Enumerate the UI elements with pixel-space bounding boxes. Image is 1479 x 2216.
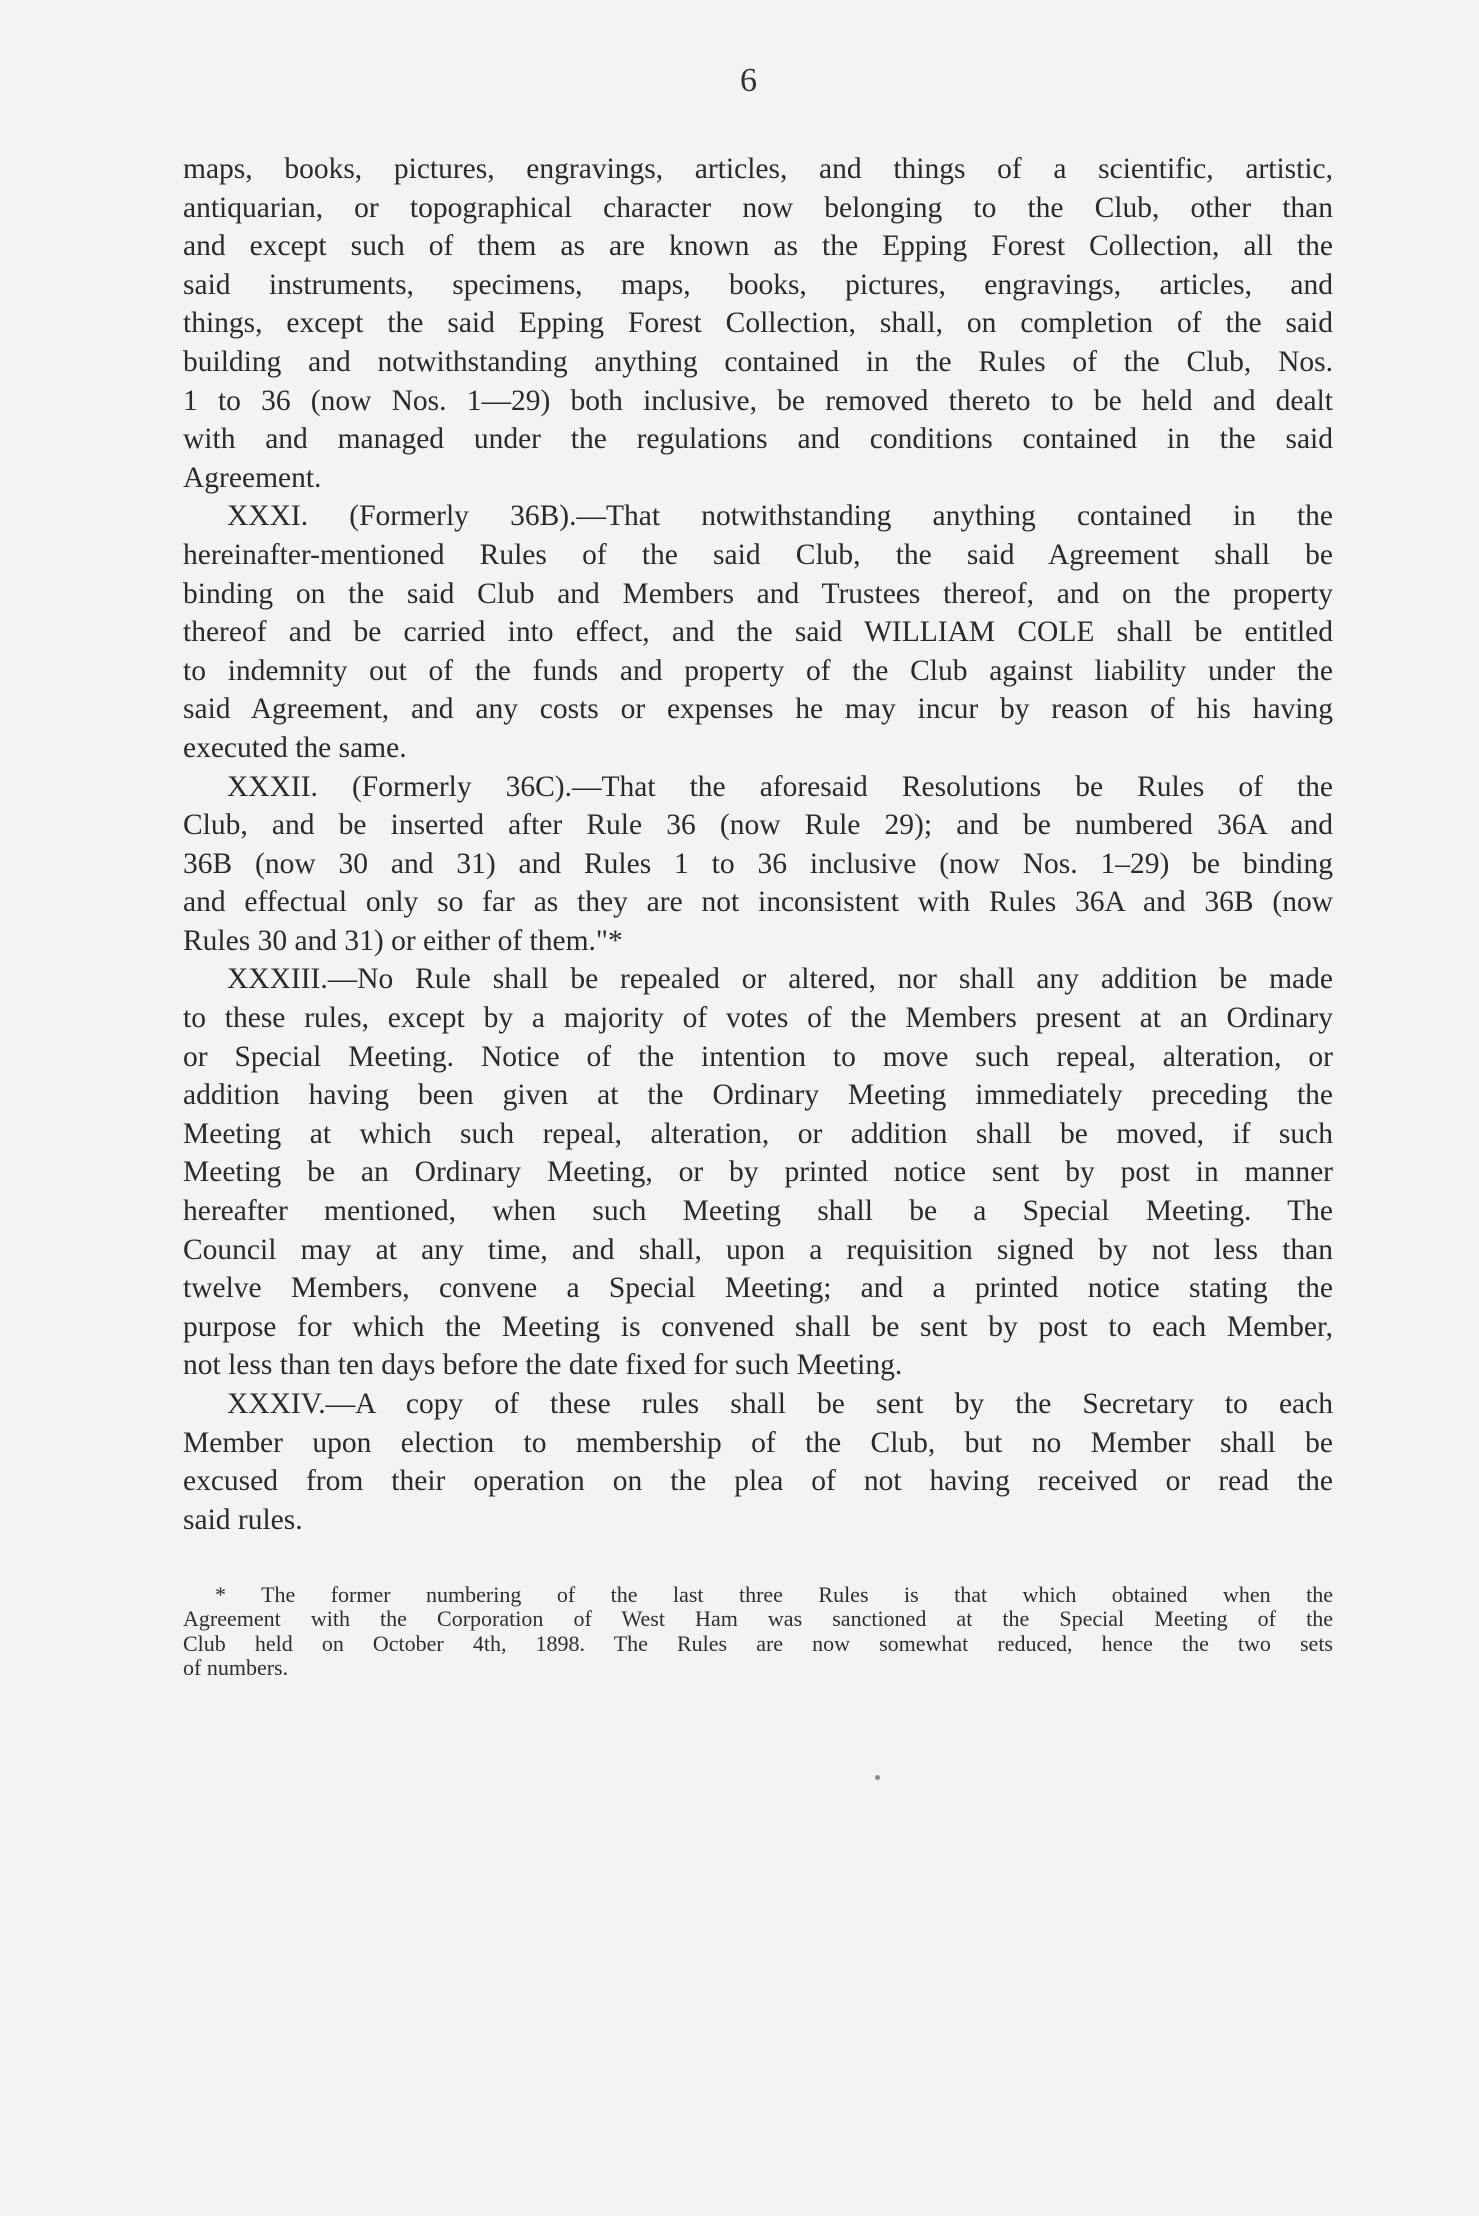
- text-line: said instruments, specimens, maps, books, pictures, engravings, articles, and: [183, 268, 1333, 301]
- ink-speck: [875, 1775, 880, 1780]
- rule-xxxiii-heading-line: XXXIII.—No Rule shall be repealed or altered, nor shall any addition be made: [227, 963, 1333, 996]
- text-line: Meeting be an Ordinary Meeting, or by printed notice sent by post in manner: [183, 1156, 1333, 1189]
- text-line: and except such of them as are known as the Epping Forest Collection, all the: [183, 230, 1333, 263]
- rule-xxxi-heading-line: XXXI. (Formerly 36B).—That notwithstanding anything contained in the: [227, 500, 1333, 533]
- text-line: or Special Meeting. Notice of the intention to move such repeal, alteration, or: [183, 1040, 1333, 1073]
- text-line: with and managed under the regulations and conditions contained in the said: [183, 423, 1333, 456]
- text-line: things, except the said Epping Forest Collection, shall, on completion of the said: [183, 307, 1333, 340]
- page-number: 6: [740, 62, 757, 99]
- text-line: building and notwithstanding anything contained in the Rules of the Club, Nos.: [183, 345, 1333, 378]
- footnote: [183, 1583, 1333, 1681]
- text-line: Rules 30 and 31) or either of them."*: [183, 924, 623, 957]
- footnote-line: * The former numbering of the last three Rules is that which obtained when the: [215, 1582, 1333, 1607]
- text-line: said rules.: [183, 1503, 303, 1536]
- text-line: addition having been given at the Ordinary Meeting immediately preceding the: [183, 1079, 1333, 1112]
- text-line: executed the same.: [183, 731, 407, 764]
- text-line: purpose for which the Meeting is convened shall be sent by post to each Member,: [183, 1310, 1333, 1343]
- text-line: Meeting at which such repeal, alteration, or addition shall be moved, if such: [183, 1117, 1333, 1150]
- text-line: Member upon election to membership of the Club, but no Member shall be: [183, 1426, 1333, 1459]
- text-line: excused from their operation on the plea of not having received or read the: [183, 1465, 1333, 1498]
- rule-xxxii-heading-line: XXXII. (Formerly 36C).—That the aforesaid Resolutions be Rules of the: [227, 770, 1333, 803]
- rules-text: [183, 150, 1333, 1539]
- text-line: twelve Members, convene a Special Meeting; and a printed notice stating the: [183, 1272, 1333, 1305]
- text-line: antiquarian, or topographical character now belonging to the Club, other than: [183, 191, 1333, 224]
- text-line: maps, books, pictures, engravings, articles, and things of a scientific, artistic,: [183, 153, 1333, 185]
- footnote-line: Agreement with the Corporation of West Ham was sanctioned at the Special Meeting of the: [183, 1606, 1333, 1632]
- text-line: said Agreement, and any costs or expenses he may incur by reason of his having: [183, 693, 1333, 726]
- text-line: binding on the said Club and Members and Trustees thereof, and on the property: [183, 577, 1333, 610]
- text-line: not less than ten days before the date fixed for such Meeting.: [183, 1349, 903, 1382]
- footnote-line: of numbers.: [183, 1655, 289, 1681]
- text-line: hereinafter-mentioned Rules of the said Club, the said Agreement shall be: [183, 538, 1333, 571]
- text-line: to these rules, except by a majority of votes of the Members present at an Ordinary: [183, 1002, 1333, 1035]
- rule-xxxiv-heading-line: XXXIV.—A copy of these rules shall be sent by the Secretary to each: [227, 1388, 1333, 1420]
- text-line: Agreement.: [183, 461, 322, 494]
- text-line: Club, and be inserted after Rule 36 (now Rule 29); and be numbered 36A and: [183, 809, 1333, 842]
- text-line: hereafter mentioned, when such Meeting shall be a Special Meeting. The: [183, 1195, 1333, 1228]
- footnote-line: Club held on October 4th, 1898. The Rules are now somewhat reduced, hence the two sets: [183, 1630, 1333, 1656]
- text-line: thereof and be carried into effect, and the said WILLIAM COLE shall be entitled: [183, 616, 1333, 649]
- text-line: 1 to 36 (now Nos. 1—29) both inclusive, be removed thereto to be held and dealt: [183, 384, 1333, 417]
- text-line: Council may at any time, and shall, upon a requisition signed by not less than: [183, 1233, 1333, 1266]
- text-line: to indemnity out of the funds and property of the Club against liability under the: [183, 654, 1333, 687]
- text-line: and effectual only so far as they are not inconsistent with Rules 36A and 36B (now: [183, 886, 1333, 919]
- text-line: 36B (now 30 and 31) and Rules 1 to 36 inclusive (now Nos. 1–29) be binding: [183, 847, 1333, 880]
